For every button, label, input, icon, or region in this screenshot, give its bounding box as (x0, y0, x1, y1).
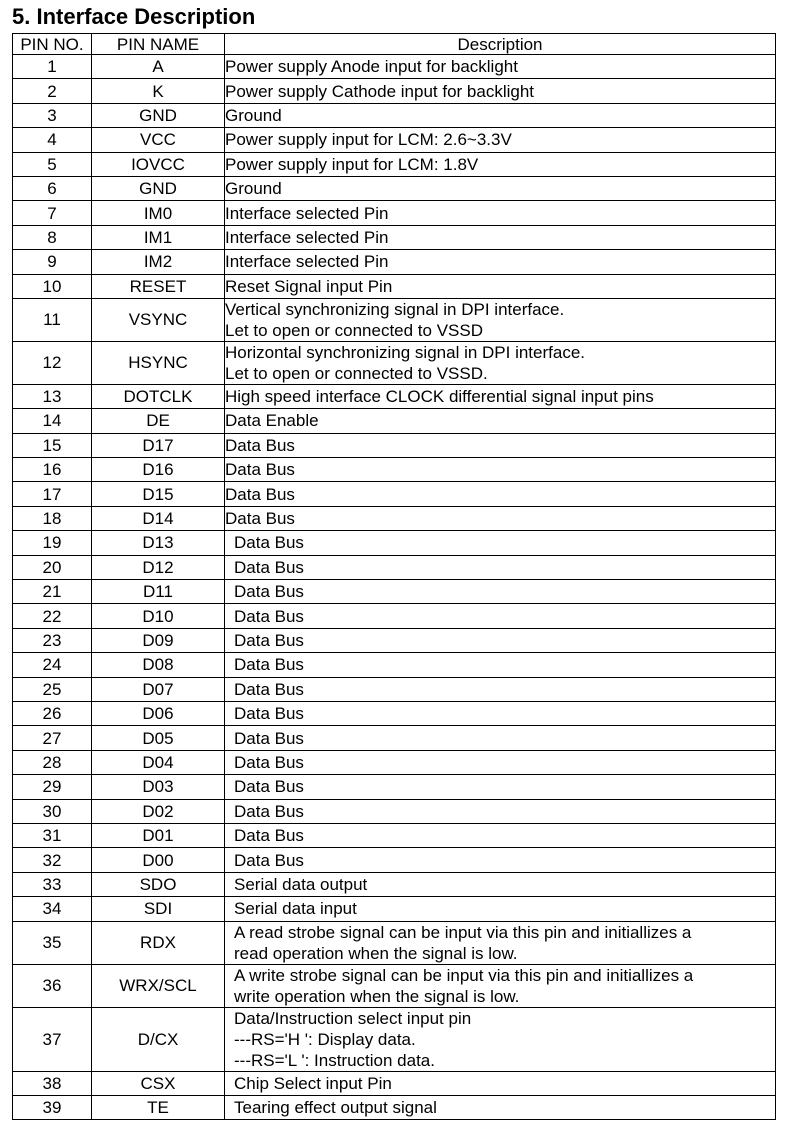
pin-name: K (92, 79, 225, 103)
pin-description (225, 250, 776, 274)
table-row (13, 964, 776, 1007)
pin-description (225, 1071, 776, 1095)
table-row (13, 79, 776, 103)
description-line: Data Bus (234, 557, 304, 577)
description-line: Power supply Anode input for backlight (225, 57, 518, 77)
table-row (13, 274, 776, 298)
interface-table (12, 33, 776, 1120)
table-row (13, 628, 776, 652)
pin-number: 20 (13, 555, 92, 579)
table-row (13, 775, 776, 799)
pin-name: D12 (92, 555, 225, 579)
table-row (13, 506, 776, 530)
pin-name: D17 (92, 433, 225, 457)
table-row (13, 128, 776, 152)
pin-description (225, 506, 776, 530)
description-line: Data Bus (225, 484, 295, 504)
pin-description (225, 555, 776, 579)
description-line: Data Bus (234, 801, 304, 821)
pin-name: A (92, 55, 225, 79)
pin-number: 29 (13, 775, 92, 799)
pin-name: D01 (92, 823, 225, 847)
table-row (13, 250, 776, 274)
table-row (13, 921, 776, 964)
pin-number: 4 (13, 128, 92, 152)
pin-number: 26 (13, 701, 92, 725)
description-line: Data Bus (234, 728, 304, 748)
description-line: A read strobe signal can be input via this pin and initiallizes a (234, 922, 692, 942)
description-line: write operation when the signal is low. (234, 986, 520, 1006)
pin-description (225, 799, 776, 823)
pin-name: D00 (92, 848, 225, 872)
table-row (13, 677, 776, 701)
pin-name: D07 (92, 677, 225, 701)
table-row (13, 701, 776, 725)
pin-description (225, 897, 776, 921)
description-line: ---RS='H ': Display data. (234, 1029, 416, 1049)
pin-description (225, 1007, 776, 1071)
pin-name: D10 (92, 604, 225, 628)
pin-name: VSYNC (92, 298, 225, 341)
description-line: Interface selected Pin (225, 203, 389, 223)
pin-description (225, 1095, 776, 1119)
table-row (13, 103, 776, 127)
description-line: Power supply input for LCM: 2.6~3.3V (225, 130, 512, 150)
pin-name: WRX/SCL (92, 964, 225, 1007)
pin-name: D13 (92, 531, 225, 555)
description-line: Data Bus (234, 679, 304, 699)
pin-name: IM1 (92, 225, 225, 249)
header-pin-no: PIN NO. (13, 34, 92, 55)
pin-name: D/CX (92, 1007, 225, 1071)
table-row (13, 1095, 776, 1119)
pin-number: 23 (13, 628, 92, 652)
description-line: Power supply input for LCM: 1.8V (225, 154, 479, 174)
section-title: 5. Interface Description (12, 4, 256, 29)
pin-number: 30 (13, 799, 92, 823)
pin-number: 15 (13, 433, 92, 457)
pin-number: 21 (13, 580, 92, 604)
pin-number: 31 (13, 823, 92, 847)
table-row (13, 1007, 776, 1071)
pin-number: 36 (13, 964, 92, 1007)
pin-name: IM0 (92, 201, 225, 225)
pin-number: 35 (13, 921, 92, 964)
description-line: Power supply Cathode input for backlight (225, 81, 535, 101)
description-line: Horizontal synchronizing signal in DPI interface. (225, 342, 586, 362)
pin-name: D03 (92, 775, 225, 799)
description-line: Data Bus (234, 752, 304, 772)
description-line: Vertical synchronizing signal in DPI interface. (225, 299, 565, 319)
pin-name: SDO (92, 872, 225, 896)
pin-number: 19 (13, 531, 92, 555)
pin-number: 37 (13, 1007, 92, 1071)
pin-name: D14 (92, 506, 225, 530)
pin-number: 14 (13, 409, 92, 433)
pin-number: 2 (13, 79, 92, 103)
pin-number: 32 (13, 848, 92, 872)
table-row (13, 409, 776, 433)
pin-description (225, 176, 776, 200)
table-row (13, 55, 776, 79)
pin-name: TE (92, 1095, 225, 1119)
pin-description (225, 274, 776, 298)
pin-number: 10 (13, 274, 92, 298)
pin-number: 18 (13, 506, 92, 530)
pin-name: D02 (92, 799, 225, 823)
description-line: Let to open or connected to VSSD. (225, 363, 488, 383)
pin-name: D05 (92, 726, 225, 750)
pin-number: 22 (13, 604, 92, 628)
pin-description (225, 628, 776, 652)
pin-name: D04 (92, 750, 225, 774)
pin-description (225, 79, 776, 103)
description-line: Data Bus (225, 460, 295, 480)
pin-description (225, 964, 776, 1007)
pin-description (225, 580, 776, 604)
pin-description (225, 726, 776, 750)
pin-number: 3 (13, 103, 92, 127)
description-line: Reset Signal input Pin (225, 276, 393, 296)
pin-number: 13 (13, 384, 92, 408)
table-row (13, 848, 776, 872)
pin-number: 7 (13, 201, 92, 225)
table-row (13, 653, 776, 677)
pin-name: D15 (92, 482, 225, 506)
pin-number: 38 (13, 1071, 92, 1095)
description-line: Serial data output (234, 874, 368, 894)
pin-name: D09 (92, 628, 225, 652)
pin-number: 6 (13, 176, 92, 200)
pin-name: D06 (92, 701, 225, 725)
description-line: Data Bus (234, 533, 304, 553)
pin-number: 12 (13, 341, 92, 384)
pin-description (225, 433, 776, 457)
table-row (13, 384, 776, 408)
table-row (13, 604, 776, 628)
header-pin-name: PIN NAME (92, 34, 225, 55)
table-row (13, 482, 776, 506)
pin-number: 33 (13, 872, 92, 896)
description-line: Data Bus (234, 850, 304, 870)
description-line: Data Bus (234, 631, 304, 650)
table-body (13, 55, 776, 1120)
description-line: Interface selected Pin (225, 252, 389, 272)
description-line: Data Bus (234, 826, 304, 846)
pin-number: 28 (13, 750, 92, 774)
pin-name: RDX (92, 921, 225, 964)
description-line: Data Bus (234, 606, 304, 626)
table-row (13, 750, 776, 774)
pin-description (225, 409, 776, 433)
pin-description (225, 750, 776, 774)
pin-number: 27 (13, 726, 92, 750)
pin-number: 39 (13, 1095, 92, 1119)
pin-number: 5 (13, 152, 92, 176)
pin-number: 24 (13, 653, 92, 677)
pin-number: 34 (13, 897, 92, 921)
pin-description (225, 225, 776, 249)
table-row (13, 458, 776, 482)
pin-name: D08 (92, 653, 225, 677)
pin-description (225, 701, 776, 725)
pin-name: CSX (92, 1071, 225, 1095)
pin-description (225, 848, 776, 872)
pin-description (225, 103, 776, 127)
table-row (13, 872, 776, 896)
description-line: Data Bus (234, 704, 304, 724)
pin-name: DE (92, 409, 225, 433)
description-line: Data Enable (225, 411, 319, 431)
table-row (13, 580, 776, 604)
description-line: Chip Select input Pin (234, 1073, 392, 1093)
description-line: ---RS='L ': Instruction data. (234, 1050, 435, 1070)
pin-description (225, 201, 776, 225)
table-row (13, 152, 776, 176)
pin-description (225, 531, 776, 555)
description-line: Data Bus (225, 435, 295, 455)
description-line: Data Bus (234, 655, 304, 675)
table-row (13, 298, 776, 341)
pin-description (225, 653, 776, 677)
pin-description (225, 823, 776, 847)
pin-name: RESET (92, 274, 225, 298)
table-row (13, 555, 776, 579)
pin-description (225, 298, 776, 341)
pin-description (225, 921, 776, 964)
pin-name: VCC (92, 128, 225, 152)
pin-description (225, 872, 776, 896)
description-line: Ground (225, 105, 282, 125)
table-row (13, 799, 776, 823)
pin-description (225, 341, 776, 384)
pin-name: HSYNC (92, 341, 225, 384)
pin-description (225, 128, 776, 152)
pin-number: 9 (13, 250, 92, 274)
table-row (13, 433, 776, 457)
pin-description (225, 384, 776, 408)
description-line: Let to open or connected to VSSD (225, 320, 484, 340)
pin-name: DOTCLK (92, 384, 225, 408)
description-line: Ground (225, 179, 282, 199)
table-row (13, 1071, 776, 1095)
description-line: Data Bus (225, 509, 295, 529)
pin-number: 1 (13, 55, 92, 79)
pin-description (225, 677, 776, 701)
pin-number: 8 (13, 225, 92, 249)
description-line: Serial data input (234, 899, 357, 919)
pin-number: 11 (13, 298, 92, 341)
pin-description (225, 604, 776, 628)
pin-name: SDI (92, 897, 225, 921)
description-line: Data/Instruction select input pin (234, 1008, 472, 1028)
pin-description (225, 775, 776, 799)
pin-number: 25 (13, 677, 92, 701)
description-line: Interface selected Pin (225, 227, 389, 247)
pin-name: GND (92, 176, 225, 200)
description-line: Data Bus (234, 777, 304, 797)
table-row (13, 201, 776, 225)
description-line: read operation when the signal is low. (234, 943, 518, 963)
description-line: Tearing effect output signal (234, 1098, 437, 1118)
pin-name: D16 (92, 458, 225, 482)
pin-number: 17 (13, 482, 92, 506)
pin-name: IM2 (92, 250, 225, 274)
table-header-row (13, 34, 776, 55)
pin-name: D11 (92, 580, 225, 604)
pin-description (225, 458, 776, 482)
pin-name: IOVCC (92, 152, 225, 176)
table-row (13, 341, 776, 384)
table-row (13, 531, 776, 555)
header-description: Description (225, 34, 776, 55)
pin-description (225, 482, 776, 506)
table-row (13, 823, 776, 847)
description-line: Data Bus (234, 582, 304, 602)
description-line: A write strobe signal can be input via this pin and initiallizes a (234, 965, 694, 985)
pin-name: GND (92, 103, 225, 127)
description-line: High speed interface CLOCK differential signal input pins (225, 387, 654, 407)
pin-description (225, 152, 776, 176)
table-row (13, 176, 776, 200)
table-row (13, 897, 776, 921)
pin-description (225, 55, 776, 79)
pin-number: 16 (13, 458, 92, 482)
table-row (13, 225, 776, 249)
table-row (13, 726, 776, 750)
